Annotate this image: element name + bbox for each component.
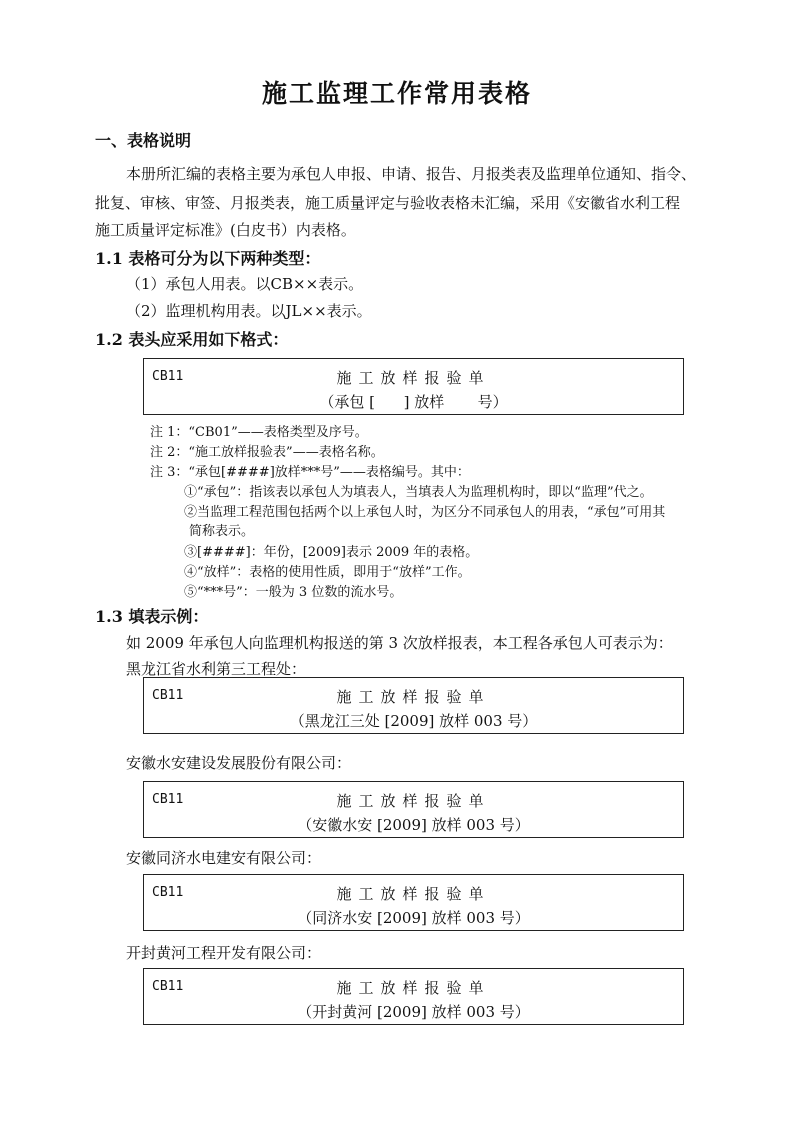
subnote-line: ③[####]：年份，[2009]表示 2009 年的表格。 <box>184 545 479 560</box>
example-box <box>143 677 684 734</box>
list-item: （1）承包人用表。以CB××表示。 <box>126 275 364 293</box>
paragraph-line: 批复、审核、审签、月报类表，施工质量评定与验收表格未汇编，采用《安徽省水利工程 <box>95 194 681 212</box>
form-number: （开封黄河 [2009] 放样 003 号） <box>297 1003 530 1021</box>
form-name: 施工放样报验单 <box>336 688 491 706</box>
form-code: CB11 <box>152 792 184 807</box>
example-label: 黑龙江省水利第三工程处： <box>126 660 307 678</box>
example-box <box>143 968 684 1025</box>
form-name: 施工放样报验单 <box>336 979 491 997</box>
form-code: CB11 <box>152 885 184 900</box>
list-item: （2）监理机构用表。以JL××表示。 <box>126 302 372 320</box>
form-name: 施工放样报验单 <box>336 885 491 903</box>
paragraph-line: 本册所汇编的表格主要为承包人申报、申请、报告、月报类表及监理单位通知、指令、 <box>126 165 697 183</box>
subnote-line: ②当监理工程范围包括两个以上承包人时，为区分不同承包人的用表，“承包”可用其 <box>184 505 666 520</box>
form-code: CB11 <box>152 979 184 994</box>
section-heading-1: 一、表格说明 <box>95 131 192 150</box>
note-line: 注 3：“承包[####]放样***号”——表格编号。其中： <box>150 465 470 480</box>
form-name: 施工放样报验单 <box>336 369 491 387</box>
example-box <box>143 874 684 931</box>
form-name: 施工放样报验单 <box>336 792 491 810</box>
example-label: 安徽水安建设发展股份有限公司： <box>126 754 352 772</box>
example-label: 开封黄河工程开发有限公司： <box>126 944 322 962</box>
section-heading-1-2: 1.2 表头应采用如下格式： <box>95 330 289 349</box>
example-label: 安徽同济水电建安有限公司： <box>126 849 322 867</box>
page-title: 施工监理工作常用表格 <box>261 79 532 108</box>
form-code: CB11 <box>152 688 184 703</box>
note-line: 注 2：“施工放样报验表”——表格名称。 <box>150 445 384 460</box>
form-number: （安徽水安 [2009] 放样 003 号） <box>297 816 530 834</box>
example-box <box>143 781 684 838</box>
form-header-box <box>143 358 684 415</box>
paragraph-line: 施工质量评定标准》(白皮书）内表格。 <box>95 221 356 239</box>
section-heading-1-3: 1.3 填表示例： <box>95 607 209 626</box>
form-number: （承包 [ ] 放样 号） <box>319 393 508 411</box>
note-line: 注 1：“CB01”——表格类型及序号。 <box>150 425 368 440</box>
subnote-line: ①“承包”：指该表以承包人为填表人，当填表人为监理机构时，即以“监理”代之。 <box>184 485 653 500</box>
subnote-line: ④“放样”：表格的使用性质，即用于“放样”工作。 <box>184 565 471 580</box>
form-code: CB11 <box>152 369 184 384</box>
subnote-line: 简称表示。 <box>189 524 255 539</box>
paragraph-line: 如 2009 年承包人向监理机构报送的第 3 次放样报表，本工程各承包人可表示为： <box>126 634 673 652</box>
form-number: （黑龙江三处 [2009] 放样 003 号） <box>289 712 538 730</box>
form-number: （同济水安 [2009] 放样 003 号） <box>297 909 530 927</box>
subnote-line: ⑤“***号”：一般为 3 位数的流水号。 <box>184 585 403 600</box>
section-heading-1-1: 1.1 表格可分为以下两种类型： <box>95 249 321 268</box>
